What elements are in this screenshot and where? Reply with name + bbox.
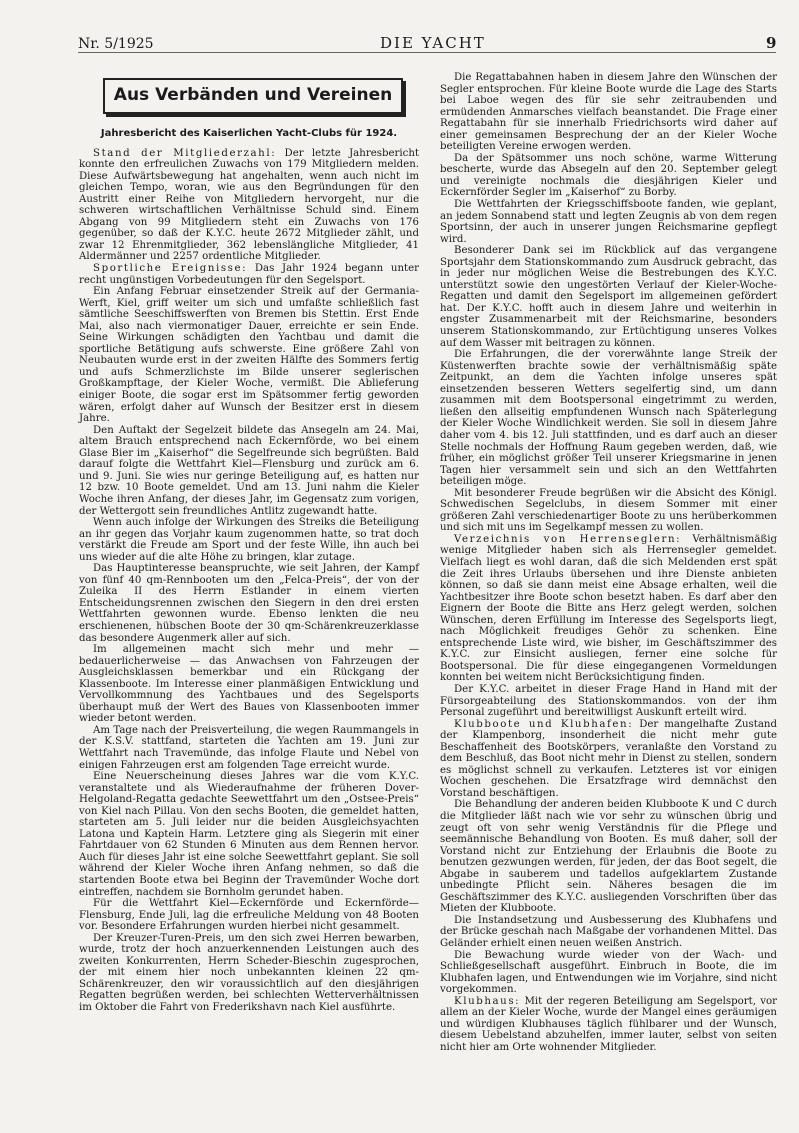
section-title-box [103, 78, 403, 114]
paragraph-text: Das Jahr 1924 begann unter recht ungünstigen Vorbedeutungen für den Segelsport. [79, 263, 419, 286]
right-column [440, 72, 777, 1053]
paragraph [79, 644, 419, 725]
paragraph-lead: Verzeichnis von Herrenseglern: [454, 533, 682, 545]
paragraph [440, 996, 777, 1054]
paragraph-text: Der letzte Jahresbericht konnte den erfreulichen Zuwachs von 179 Mitgliedern melden. Diese Aufwärtsbewegung hat angehalten, wenn auch nicht im gleichen Tempo, woran, wie aus den Begründungen für den Austritt einer Reihe von Mitgliedern hervorgeht, nur die schweren wirtschaftlichen Verhältnisse Schuld sind. Einem Abgang von 99 Mitgliedern steht ein Zuwachs von 176 gegenüber, so daß der K.Y.C. heute 2672 Mitglieder zählt, und zwar 12 Ehrenmitglieder, 362 lebenslängliche Mitglieder, 41 Aldermänner und 2257 ordentliche Mitglieder. [79, 147, 419, 263]
paragraph [79, 263, 419, 286]
paragraph [440, 199, 777, 245]
paragraph-text: Da der Spätsommer uns noch schöne, warme Witterung bescherte, wurde das Absegeln auf den 20. September gelegt und vereinigte nochmals die diesjährigen Kieler und Eckernförder Segler im „Kaiserhof“ zu Borby. [440, 152, 777, 199]
paragraph-text: Die Behandlung der anderen beiden Klubboote K und C durch die Mitglieder läßt nach wie vor sehr zu wünschen übrig und zeugt oft von sehr wenig Verständnis für die Pflege und seemännische Behandlung von Booten. Es muß daher, soll der Vorstand nicht zur Entziehung der Erlaubnis die Boote zu benutzen gezwungen werden, für jeden, der das Boot segelt, die Abgabe in sauberem und tadellos aufgeklartem Zustande unbedingte Pflicht sein. Näheres besagen die im Geschäftszimmer des K.Y.C. ausliegenden Vorschriften über das Mieten der Klubboote. [440, 799, 777, 915]
paragraph [79, 933, 419, 1014]
paragraph-lead: Klubboote und Klubhafen: [454, 718, 634, 730]
paragraph [79, 563, 419, 644]
paragraph-text: Eine Neuerscheinung dieses Jahres war die vom K.Y.C. veranstaltete und als Wiederaufnahme der früheren Dover-Helgoland-Regatta gedachte Seewettfahrt um den „Ostsee-Preis“ von Kiel nach Pillau. Von den sechs Booten, die gemeldet hatten, starteten am 5. Juli leider nur die beiden Ausgleichsyachten Latona und Kaptein Harm. Letztere ging als Siegerin mit einer Fahrtdauer von 62 Stunden 6 Minuten aus dem Rennen hervor. Auch für dieses Jahr ist eine solche Seewettfahrt geplant. Sie soll während der Kieler Woche ihren Anfang nehmen, so daß die startenden Boote etwa bei Beginn der Travemünder Woche dort eintreffen, nachdem sie Bornholm gerundet haben. [79, 771, 419, 898]
paragraph-text: Ein Anfang Februar einsetzender Streik auf der Germania-Werft, Kiel, griff weiter um sich und umfaßte schließlich fast sämtliche Seeschiffswerften von Bremen bis Stettin. Erst Ende Mai, also nach viermonatiger Dauer, erreichte er sein Ende. Seine Wirkungen schädigten den Yachtbau und damit die sportliche Betätigung aufs schwerste. Eine größere Zahl von Neubauten wurde erst in der zweiten Hälfte des Sommers fertig und aufs Schmerzlichste im Bilde unserer seglerischen Großkampftage, der Kieler Woche, vermißt. Die Ablieferung einiger Boote, die sogar erst im Spätsommer fertig geworden wären, erfolgt daher auf Wunsch der Besitzer erst in diesem Jahre. [79, 286, 419, 425]
paragraph [79, 286, 419, 425]
paragraph [440, 799, 777, 914]
paragraph [440, 72, 777, 153]
paragraph [79, 425, 419, 517]
paragraph-text: Der mangelhafte Zustand der Klampenborg, insonderheit die nicht mehr gute Beschaffenheit des Bootskörpers, veranlaßte den Vorstand zu dem Beschluß, das Boot nicht mehr in Dienst zu stellen, sondern es möglichst schnell zu verkaufen. Letzteres ist vor einigen Wochen geschehen. Die Ersatzfrage wird demnächst den Vorstand beschäftigen. [440, 718, 777, 799]
header-rule [78, 52, 776, 53]
paragraph-text: Die Instandsetzung und Ausbesserung des Klubhafens und der Brücke geschah nach Maßgabe der vorhandenen Mittel. Das Geländer erhielt einen neuen weißen Anstrich. [440, 914, 777, 950]
paragraph-text: Am Tage nach der Preisverteilung, die wegen Raummangels in der K.S.V. stattfand, starteten die Yachten am 19. Juni zur Wettfahrt nach Travemünde, das infolge Flaute und Nebel von einigen Fahrzeugen erst am folgenden Tage erreicht wurde. [79, 724, 419, 771]
paragraph [440, 534, 777, 684]
paragraph [440, 153, 777, 199]
paragraph-text: Im allgemeinen macht sich mehr und mehr — bedauerlicherweise — das Anwachsen von Fahrzeugen der Ausgleichsklassen bemerkbar und ein Rückgang der Klassenboote. Im Interesse einer planmäßigen Entwicklung und Vervollkommnung des Yachtbaues und des Segelsports überhaupt muß der Wert des Baues von Klassenbooten immer wieder betont werden. [79, 644, 419, 725]
paragraph-text: Das Hauptinteresse beanspruchte, wie seit Jahren, der Kampf von fünf 40 qm-Rennbooten um den „Felca-Preis“, der von der Zuleika II des Herrn Estlander in einem vierten Entscheidungsrennen zwischen den Siegern in den drei ersten Wettfahrten gewonnen wurde. Ebenso lenkten die neu erschienenen, hübschen Boote der 30 qm-Schärenkreuzerklasse das besondere Augenmerk aller auf sich. [79, 563, 419, 644]
paragraph-text: Verhältnismäßig wenige Mitglieder haben sich als Herrensegler gemeldet. Vielfach liegt es wohl daran, daß die sich Meldenden erst spät die Zeit ihres Urlaubs übersehen und ihre Dienste anbieten können, so daß sie dann meist eine Absage erhalten, weil die Yachtbesitzer ihre Boote schon besetzt haben. Es darf aber den Eignern der Boote die Bitte ans Herz gelegt werden, solchen Wünschen, deren Erfüllung im Interesse des Segelsports liegt, nach Möglichkeit freudiges Gehör zu schenken. Eine entsprechende Liste wird, wie bisher, im Geschäftszimmer des K.Y.C. zur Einsicht ausliegen, ferner eine solche für Bootspersonal. Die für diese eingegangenen Vormeldungen konnten bei weitem nicht Berücksichtigung finden. [440, 533, 777, 684]
paragraph [79, 148, 419, 263]
paragraph-text: Den Auftakt der Segelzeit bildete das Ansegeln am 24. Mai, altem Brauch entsprechend nach Eckernförde, wo bei einem Glase Bier im „Kaiserhof“ die Segelfreunde sich begrüßten. Bald darauf folgte die Wettfahrt Kiel—Flensburg und zurück am 6. und 9. Juni. Sie wies nur geringe Beteiligung auf, es hatten nur 12 bzw. 10 Boote gemeldet. Und am 13. Juni nahm die Kieler Woche ihren Anfang, der dieses Jahr, im Gegensatz zum vorigen, der Wettergott sein freundliches Antlitz zugewandt hatte. [79, 424, 419, 517]
report-title: Jahresbericht des Kaiserlichen Yacht-Clubs für 1924. [100, 128, 398, 139]
paragraph [440, 488, 777, 534]
paragraph-text: Für die Wettfahrt Kiel—Eckernförde und Eckernförde—Flensburg, Ende Juli, lag die erfreuliche Meldung von 48 Booten vor. Besondere Erfahrungen wurden hierbei nicht gesammelt. [79, 898, 419, 933]
left-column [79, 72, 419, 1014]
paragraph [79, 771, 419, 898]
paragraph-text: Mit besonderer Freude begrüßen wir die Absicht des Königl. Schwedischen Segelclubs, in diesem Sommer mit einer größeren Zahl verschiedenartiger Boote zu uns herüberkommen und sich mit uns im Segelkampf messen zu wollen. [440, 487, 777, 534]
paragraph [440, 915, 777, 950]
paragraph-text: Der K.Y.C. arbeitet in dieser Frage Hand in Hand mit der Fürsorgeabteilung des Stationskommandos. von der ihm Personal zugeführt und bereitwilligst Auskunft erteilt wird. [440, 683, 777, 719]
paragraph [440, 349, 777, 488]
magazine-title: DIE YACHT [380, 34, 486, 52]
paragraph-text: Die Bewachung wurde wieder von der Wach- und Schließgesellschaft ausgeführt. Einbruch in Boote, die im Klubhafen lagen, und Entwendungen wie im Vorjahre, sind nicht vorgekommen. [440, 949, 777, 996]
paragraph-text: Wenn auch infolge der Wirkungen des Streiks die Beteiligung an ihr gegen das Vorjahr kaum zugenommen hatte, so trat doch verstärkt die Freude am Sport und der feste Wille, ihn auch bei uns wieder auf die alte Höhe zu bringen, klar zutage. [79, 517, 419, 563]
page-number: 9 [766, 34, 777, 52]
section-title: Aus Verbänden und Vereinen [113, 85, 393, 106]
paragraph-text: Die Regattabahnen haben in diesem Jahre den Wünschen der Segler entsprochen. Für kleine Boote wurde die Lage des Starts bei Laboe wegen des für sie sehr zeitraubenden und ermüdenden Anmarsches vielfach beanstandet. Die Frage einer Regattabahn für sie innerhalb Friedrichsorts wird daher auf einer gemeinsamen Besprechung der an der Kieler Woche beteiligten Vereine erwogen werden. [440, 72, 777, 153]
paragraph-text: Mit der regeren Beteiligung am Segelsport, vor allem an der Kieler Woche, wurde der Mangel eines geräumigen und würdigen Klubhauses täglich fühlbarer und der Wunsch, diesem Uebelstand abzuhelfen, immer lauter, selbst von seiten nicht hier am Orte wohnender Mitglieder. [440, 995, 777, 1053]
paragraph [79, 725, 419, 771]
paragraph-lead: Sportliche Ereignisse: [93, 263, 248, 275]
paragraph [440, 719, 777, 800]
paragraph [79, 517, 419, 563]
paragraph [440, 245, 777, 349]
paragraph-text: Die Erfahrungen, die der vorerwähnte lange Streik der Küstenwerften brachte sowie der verhältnismäßig späte Zeitpunkt, an dem die Yachten infolge unseres spät einsetzenden besseren Wetters segelfertig sind, um dann zusammen mit dem Bootspersonal eingetrimmt zu werden, ließen den allseitig empfundenen Wunsch nach Späterlegung der Kieler Woche Windlichkeit werden. Sie soll in diesem Jahre daher vom 4. bis 12. Juli stattfinden, und es darf auch an dieser Stelle nochmals der Hoffnung Raum gegeben werden, daß, wie früher, ein möglichst größer Teil unserer Kriegsmarine in jenen Tagen hier versammelt sein und sich an den Wettfahrten beteiligen möge. [440, 349, 777, 488]
paragraph-lead: Klubhaus: [454, 995, 521, 1007]
paragraph-text: Der Kreuzer-Turen-Preis, um den sich zwei Herren bewarben, wurde, trotz der hoch anzuerkennenden Leistungen auch des zweiten Konkurrenten, Herrn Scheder-Bieschin zugesprochen, der mit einem hier noch unbekannten kleinen 22 qm-Schärenkreuzer, den wir voraussichtlich auf den diesjährigen Regatten begrüßen werden, bei schlechten Wetterverhältnissen im Oktober die Fahrt von Frederikshavn nach Kiel ausführte. [79, 932, 419, 1014]
issue-number: Nr. 5/1925 [78, 36, 154, 52]
paragraph-lead: Stand der Mitgliederzahl: [93, 147, 277, 159]
paragraph-text: Besonderer Dank sei im Rückblick auf das vergangene Sportsjahr dem Stationskommando zum Ausdruck gebracht, das in jeder nur möglichen Weise die Bestrebungen des K.Y.C. unterstützt sowie den ungestörten Verlauf der Kieler-Woche-Regatten und damit den Segelsport im allgemeinen gefördert hat. Der K.Y.C. hofft auch in diesem Jahre und weiterhin in engster Zusammenarbeit mit der Reichsmarine, besonders unserem Stationskommando, zur Ertüchtigung unseres Volkes auf dem Wasser mit beitragen zu können. [440, 245, 777, 349]
paragraph [79, 898, 419, 933]
paragraph [440, 950, 777, 996]
paragraph [440, 684, 777, 719]
paragraph-text: Die Wettfahrten der Kriegsschiffsboote fanden, wie geplant, an jedem Sonnabend statt und legten Zeugnis ab von dem regen Sportsinn, der auch in unserer jungen Reichsmarine gepflegt wird. [440, 199, 777, 245]
